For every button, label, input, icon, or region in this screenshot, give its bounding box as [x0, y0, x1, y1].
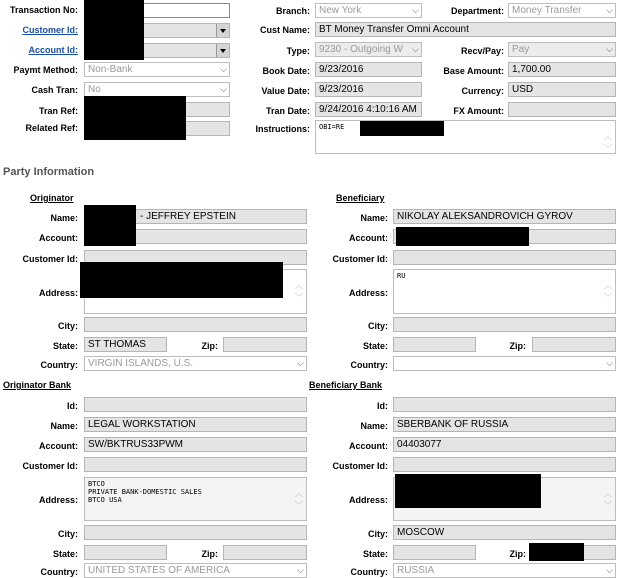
book-date-label: Book Date:: [262, 66, 310, 76]
branch-value: New York: [319, 5, 362, 16]
beneficiary-customer-id-field[interactable]: [393, 250, 616, 265]
beneficiary-bank-country-select[interactable]: [393, 563, 616, 578]
originator-bank-zip-label: Zip:: [201, 549, 218, 559]
beneficiary-bank-country-value: RUSSIA: [397, 565, 435, 576]
beneficiary-bank-state-field[interactable]: [393, 545, 476, 560]
originator-country-select[interactable]: [84, 356, 307, 371]
chevron-down-icon: ⌵: [412, 5, 419, 15]
beneficiary-zip-field[interactable]: [532, 337, 616, 352]
redaction-block: [84, 205, 136, 246]
beneficiary-bank-address-label: Address:: [348, 495, 388, 505]
chevron-down-icon: ⌵: [220, 64, 227, 74]
department-select[interactable]: [508, 3, 616, 18]
beneficiary-address-textarea[interactable]: [393, 269, 616, 314]
beneficiary-bank-name-field[interactable]: SBERBANK OF RUSSIA: [393, 417, 616, 432]
beneficiary-bank-id-field[interactable]: [393, 397, 616, 412]
beneficiary-bank-id-label: Id:: [377, 401, 388, 411]
recv-pay-value: Pay: [512, 44, 530, 55]
scroll-up-icon[interactable]: ︿: [295, 489, 303, 498]
originator-bank-country-label: Country:: [40, 567, 78, 577]
originator-bank-address-label: Address:: [38, 495, 78, 505]
originator-bank-state-label: State:: [52, 549, 78, 559]
scroll-up-icon[interactable]: ︿: [604, 489, 612, 498]
originator-country-label: Country:: [40, 360, 78, 370]
redaction-block: [529, 543, 584, 561]
value-date-field[interactable]: 9/23/2016: [315, 82, 422, 97]
related-ref-label: Related Ref:: [25, 123, 78, 133]
tran-ref-label: Tran Ref:: [38, 106, 78, 116]
paymt-method-label: Paymt Method:: [13, 65, 78, 75]
originator-city-label: City:: [58, 321, 78, 331]
beneficiary-bank-city-field[interactable]: MOSCOW: [393, 525, 616, 540]
branch-label: Branch:: [275, 6, 310, 16]
redaction-block: [80, 262, 283, 298]
beneficiary-account-label: Account:: [349, 233, 388, 243]
scroll-up-icon[interactable]: ︿: [604, 132, 612, 141]
tran-date-field[interactable]: 9/24/2016 4:10:16 AM: [315, 102, 422, 117]
chevron-down-icon: ⌵: [606, 565, 613, 575]
beneficiary-bank-customer-id-label: Customer Id:: [332, 461, 388, 471]
beneficiary-state-field[interactable]: [393, 337, 476, 352]
originator-bank-state-field[interactable]: [84, 545, 167, 560]
beneficiary-bank-country-label: Country:: [350, 567, 388, 577]
chevron-down-icon[interactable]: [216, 44, 229, 57]
recv-pay-label: Recv/Pay:: [460, 46, 504, 56]
cust-name-field[interactable]: BT Money Transfer Omni Account: [315, 22, 616, 37]
beneficiary-state-label: State:: [362, 341, 388, 351]
branch-select[interactable]: [315, 3, 422, 18]
beneficiary-bank-name-label: Name:: [360, 421, 388, 431]
originator-bank-customer-id-label: Customer Id:: [22, 461, 78, 471]
beneficiary-bank-customer-id-field[interactable]: [393, 457, 616, 472]
originator-bank-id-label: Id:: [67, 401, 78, 411]
originator-bank-zip-field[interactable]: [223, 545, 307, 560]
beneficiary-address-label: Address:: [348, 288, 388, 298]
originator-bank-name-field[interactable]: LEGAL WORKSTATION: [84, 417, 307, 432]
currency-field[interactable]: USD: [508, 82, 616, 97]
beneficiary-city-field[interactable]: [393, 317, 616, 332]
originator-account-label: Account:: [39, 233, 78, 243]
beneficiary-bank-heading: Beneficiary Bank: [309, 380, 383, 390]
originator-bank-id-field[interactable]: [84, 397, 307, 412]
beneficiary-name-label: Name:: [360, 213, 388, 223]
book-date-field[interactable]: 9/23/2016: [315, 62, 422, 77]
beneficiary-customer-id-label: Customer Id:: [332, 254, 388, 264]
paymt-method-value: Non-Bank: [88, 64, 133, 75]
currency-label: Currency:: [461, 86, 504, 96]
beneficiary-country-select[interactable]: [393, 356, 616, 371]
beneficiary-zip-label: Zip:: [509, 341, 526, 351]
beneficiary-name-field[interactable]: NIKOLAY ALEKSANDROVICH GYROV: [393, 209, 616, 224]
originator-city-field[interactable]: [84, 317, 307, 332]
instructions-value: OBI=RE: [319, 123, 345, 131]
tran-date-label: Tran Date:: [265, 106, 310, 116]
customer-id-link[interactable]: Customer Id:: [22, 25, 78, 35]
originator-bank-address-value: BTCO PRIVATE BANK-DOMESTIC SALES BTCO USA: [88, 480, 202, 504]
fx-amount-label: FX Amount:: [453, 106, 504, 116]
base-amount-label: Base Amount:: [443, 66, 504, 76]
beneficiary-address-value: RU: [397, 272, 406, 280]
chevron-down-icon: ⌵: [606, 358, 613, 368]
redaction-block: [396, 227, 529, 246]
paymt-method-select[interactable]: [84, 62, 230, 77]
originator-bank-city-label: City:: [58, 529, 78, 539]
chevron-down-icon: ⌵: [412, 44, 419, 54]
cust-name-label: Cust Name:: [259, 25, 310, 35]
chevron-down-icon: ⌵: [220, 84, 227, 94]
originator-state-label: State:: [52, 341, 78, 351]
originator-country-value: VIRGIN ISLANDS, U.S.: [88, 358, 194, 369]
scroll-down-icon[interactable]: ﹀: [604, 501, 612, 510]
redaction-block: [84, 0, 144, 60]
beneficiary-country-label: Country:: [350, 360, 388, 370]
originator-bank-heading: Originator Bank: [3, 380, 72, 390]
originator-address-label: Address:: [38, 288, 78, 298]
beneficiary-bank-account-label: Account:: [349, 441, 388, 451]
account-id-link[interactable]: Account Id:: [28, 45, 78, 55]
beneficiary-bank-zip-label: Zip:: [509, 549, 526, 559]
originator-bank-city-field[interactable]: [84, 525, 307, 540]
scroll-down-icon[interactable]: ﹀: [295, 293, 303, 302]
originator-customer-id-label: Customer Id:: [22, 254, 78, 264]
scroll-up-icon[interactable]: ︿: [295, 281, 303, 290]
chevron-down-icon: ⌵: [606, 5, 613, 15]
base-amount-field[interactable]: 1,700.00: [508, 62, 616, 77]
originator-bank-name-label: Name:: [50, 421, 78, 431]
chevron-down-icon: ⌵: [606, 44, 613, 54]
scroll-down-icon[interactable]: ﹀: [604, 144, 612, 153]
originator-bank-country-select[interactable]: [84, 563, 307, 578]
recv-pay-select[interactable]: [508, 42, 616, 57]
originator-bank-country-value: UNITED STATES OF AMERICA: [88, 565, 230, 576]
originator-name-value: - JEFFREY EPSTEIN: [140, 211, 236, 222]
party-information-title: Party Information: [3, 166, 95, 178]
cash-tran-value: No: [88, 84, 101, 95]
originator-bank-account-field[interactable]: SW/BKTRUS33PWM: [84, 437, 307, 452]
type-value: 9230 - Outgoing W: [319, 44, 403, 55]
instructions-label: Instructions:: [255, 124, 310, 134]
beneficiary-bank-account-field[interactable]: 04403077: [393, 437, 616, 452]
originator-heading: Originator: [30, 193, 74, 203]
originator-name-label: Name:: [50, 213, 78, 223]
beneficiary-bank-state-label: State:: [362, 549, 388, 559]
transaction-no-label: Transaction No:: [9, 5, 78, 15]
chevron-down-icon: ⌵: [297, 565, 304, 575]
scroll-up-icon[interactable]: ︿: [604, 281, 612, 290]
chevron-down-icon[interactable]: [216, 24, 229, 37]
chevron-down-icon: ⌵: [297, 358, 304, 368]
redaction-block: [395, 474, 541, 508]
originator-zip-label: Zip:: [201, 341, 218, 351]
beneficiary-city-label: City:: [368, 321, 388, 331]
originator-state-field[interactable]: ST THOMAS: [84, 337, 167, 352]
originator-bank-account-label: Account:: [39, 441, 78, 451]
type-label: Type:: [286, 46, 310, 56]
redaction-block: [360, 121, 444, 136]
type-select[interactable]: [315, 42, 422, 57]
originator-zip-field[interactable]: [223, 337, 307, 352]
scroll-down-icon[interactable]: ﹀: [604, 293, 612, 302]
cash-tran-label: Cash Tran:: [31, 85, 78, 95]
department-value: Money Transfer: [512, 5, 582, 16]
fx-amount-field[interactable]: [508, 102, 616, 117]
scroll-down-icon[interactable]: ﹀: [295, 501, 303, 510]
beneficiary-bank-city-label: City:: [368, 529, 388, 539]
cash-tran-select[interactable]: [84, 82, 230, 97]
beneficiary-heading: Beneficiary: [336, 193, 385, 203]
redaction-block: [84, 96, 186, 140]
originator-bank-address-textarea[interactable]: [84, 477, 307, 521]
originator-bank-customer-id-field[interactable]: [84, 457, 307, 472]
value-date-label: Value Date:: [261, 86, 310, 96]
department-label: Department:: [450, 6, 504, 16]
